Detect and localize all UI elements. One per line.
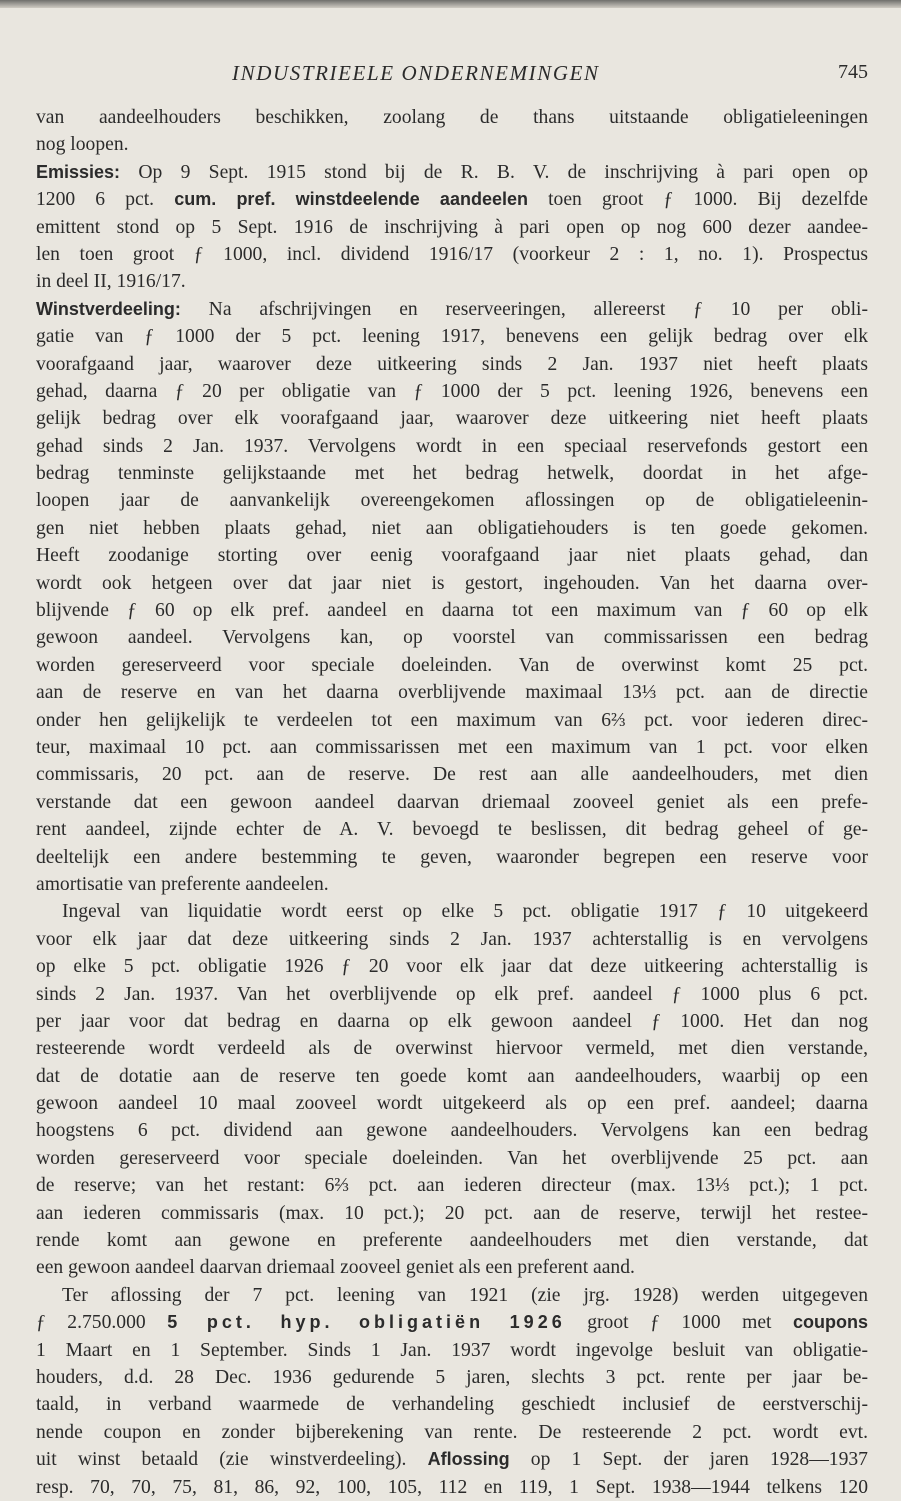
text-line [36,1035,868,1062]
bold-term: Aflossing [427,1449,510,1470]
text-line [36,1391,868,1418]
text-line [36,898,868,925]
line-text: emittent stond op 5 Sept. 1916 de inschrijving à pari open op nog 600 dezer aandee- [36,216,868,238]
text-line [36,1117,868,1144]
bold-spaced-term: 5 pct. hyp. obligatiën 1926 [167,1312,566,1333]
text-line [36,1227,868,1254]
text-line [36,1254,868,1281]
line-text: de reserve; van het restant: 6⅔ pct. aan iederen directeur (max. 13⅓ pct.); 1 pct. [36,1175,868,1197]
line-text: teur, maximaal 10 pct. aan commissarissen met een maximum van 1 pct. voor elken [36,736,868,758]
line-text: verstande dat een gewoon aandeel daarvan driemaal zooveel geniet als een prefe- [36,791,868,813]
running-title: INDUSTRIEELE ONDERNEMINGEN [232,61,600,85]
scan-edge [0,0,901,8]
line-text: hoogstens 6 pct. dividend aan gewone aandeelhouders. Vervolgens kan een bedrag [36,1120,868,1142]
line-text: nende coupon en zonder bijberekening van rente. De resteerende 2 pct. wordt evt. [36,1421,868,1443]
line-text: worden gereserveerd voor speciale doeleinden. Van de overwinst komt 25 pct. [36,654,868,676]
text-line [36,1309,868,1336]
line-text: in deel II, 1916/17. [36,271,186,293]
text-line [36,1145,868,1172]
line-text: nog loopen. [36,134,129,156]
text-line [36,405,868,432]
text-line [36,159,868,186]
line-text: ƒ 2.750.000 [36,1312,168,1334]
line-text: rende komt aan gewone en preferente aandeelhouders met dien verstande, dat [36,1230,868,1252]
text-line [36,378,868,405]
text-line [36,1337,868,1364]
line-text: Ter aflossing der 7 pct. leening van 1921 (zie jrg. 1928) werden uitgegeven [62,1284,868,1306]
text-line [36,652,868,679]
line-text: aan iederen commissaris (max. 10 pct.); 20 pct. aan de reserve, terwijl het restee- [36,1202,868,1224]
text-line [36,214,868,241]
line-text: van aandeelhouders beschikken, zoolang de thans uitstaande obligatieleeningen [36,107,868,128]
text-line [36,1008,868,1035]
line-text: Na afschrijvingen en reserveeringen, allereerst ƒ 10 per obli- [180,298,868,320]
line-text: len toen groot ƒ 1000, incl. dividend 1916/17 (voorkeur 2 : 1, no. 1). Prospectus [36,243,868,265]
line-text: worden gereserveerd voor speciale doeleinden. Van het overblijvende 25 pct. aan [36,1147,868,1169]
line-text: rent aandeel, zijnde echter de A. V. bevoegd te beslissen, dit bedrag geheel of ge- [36,819,868,841]
line-text: commissaris, 20 pct. aan de reserve. De rest aan alle aandeelhouders, met dien [36,764,868,786]
line-text: sinds 2 Jan. 1937. Van het overblijvende op elk pref. aandeel ƒ 1000 plus 6 pct. [36,983,868,1005]
line-text: dat de dotatie aan de reserve ten goede komt aan aandeelhouders, waarbij op een [36,1065,868,1087]
line-text: uit winst betaald (zie winstverdeeling). [36,1449,428,1471]
line-text: 1 Maart en 1 September. Sinds 1 Jan. 1937 wordt ingevolge besluit van obligatie- [36,1339,868,1361]
text-line [36,460,868,487]
text-line [36,816,868,843]
text-line [36,953,868,980]
line-text: resteerende wordt verdeeld als de overwinst hiervoor vermeld, met dien verstande, [36,1038,868,1060]
text-line [36,241,868,268]
text-line [36,1200,868,1227]
line-text: taald, in verband waarmede de verhandeling geschiedt inclusief de eerstverschij- [36,1394,868,1416]
text-line [36,487,868,514]
line-text: groot ƒ 1000 met [565,1312,794,1334]
line-text: voor elk jaar dat deze uitkeering sinds 2 Jan. 1937 achterstallig is en vervolgens [36,928,868,950]
text-line [36,131,868,158]
line-text: gewoon aandeel 10 maal zooveel wordt uitgekeerd als op een pref. aandeel; daarna [36,1093,868,1115]
text-line [36,296,868,323]
line-text: resp. 70, 70, 75, 81, 86, 92, 100, 105, 112 en 119, 1 Sept. 1938—1944 telkens 120 [36,1476,868,1498]
line-text: aan de reserve en van het daarna overblijvende maximaal 13⅓ pct. aan de directie [36,682,868,704]
line-text: blijvende ƒ 60 op elk pref. aandeel en daarna tot een maximum van ƒ 60 op elk [36,600,868,622]
text-line [36,679,868,706]
page-number: 745 [838,61,868,83]
text-line [36,926,868,953]
text-line [36,1446,868,1473]
line-text: gen niet hebben plaats gehad, niet aan obligatiehouders is ten goede gekomen. [36,517,868,539]
text-line [36,542,868,569]
text-line [36,1474,868,1501]
line-text: bedrag tenminste gelijkstaande met het bedrag hetwelk, doordat in het afge- [36,463,868,485]
line-text: gatie van ƒ 1000 der 5 pct. leening 1917, benevens een gelijk bedrag over elk [36,326,868,348]
bold-heading: Emissies: [36,161,121,182]
text-line [36,570,868,597]
text-line [36,707,868,734]
line-text: per jaar voor dat bedrag en daarna op elk gewoon aandeel ƒ 1000. Het dan nog [36,1010,868,1032]
line-text: houders, d.d. 28 Dec. 1936 gedurende 5 jaren, slechts 3 pct. rente per jaar be- [36,1366,868,1388]
line-text: amortisatie van preferente aandeelen. [36,873,329,895]
line-text: een gewoon aandeel daarvan driemaal zooveel geniet als een preferent aand. [36,1257,635,1279]
bold-term: coupons [793,1312,868,1333]
text-line [36,351,868,378]
bold-heading: Winstverdeeling: [36,298,181,319]
body-text [36,104,868,1501]
line-text: gewoon aandeel. Vervolgens kan, op voorstel van commissarissen een bedrag [36,627,868,649]
text-line [36,433,868,460]
text-line [36,844,868,871]
line-text: toen groot ƒ 1000. Bij dezelfde [527,189,868,211]
text-line [36,789,868,816]
text-line [36,734,868,761]
text-line [36,515,868,542]
line-text: voorafgaand jaar, waarover deze uitkeering sinds 2 Jan. 1937 niet heeft plaats [36,353,868,375]
text-line [36,1419,868,1446]
line-text: op elke 5 pct. obligatie 1926 ƒ 20 voor elk jaar dat deze uitkeering achterstallig is [36,956,868,978]
line-text: Op 9 Sept. 1915 stond bij de R. B. V. de inschrijving à pari open op [120,161,868,183]
bold-term: cum. pref. winstdeelende aandeelen [174,189,528,210]
text-line [36,268,868,295]
text-line [36,624,868,651]
line-text: op 1 Sept. der jaren 1928—1937 [509,1449,868,1471]
text-line [36,597,868,624]
line-text: Ingeval van liquidatie wordt eerst op elke 5 pct. obligatie 1917 ƒ 10 uitgekeerd [62,901,868,923]
text-line [36,1063,868,1090]
text-line [36,1364,868,1391]
text-line [36,761,868,788]
line-text: deeltelijk een andere bestemming te geven, waaronder begrepen een reserve voor [36,846,868,868]
text-line [36,1090,868,1117]
text-line [36,323,868,350]
line-text: onder hen gelijkelijk te verdeelen tot een maximum van 6⅔ pct. voor iederen direc- [36,709,868,731]
text-line [36,186,868,213]
text-line [36,1282,868,1309]
text-line [36,104,868,131]
text-line [36,981,868,1008]
line-text: Heeft zoodanige storting over eenig voorafgaand jaar niet plaats gehad, dan [36,545,868,567]
line-text: gehad, daarna ƒ 20 per obligatie van ƒ 1000 der 5 pct. leening 1926, benevens een [36,380,868,402]
line-text: 1200 6 pct. [36,189,175,211]
line-text: gehad sinds 2 Jan. 1937. Vervolgens wordt in een speciaal reservefonds gestort een [36,435,868,457]
text-line [36,871,868,898]
line-text: loopen jaar de aanvankelijk overeengekomen aflossingen op de obligatieleenin- [36,490,868,512]
page-header [36,61,868,89]
line-text: gelijk bedrag over elk voorafgaand jaar, waarover deze uitkeering niet heeft plaats [36,408,868,430]
line-text: wordt ook hetgeen over dat jaar niet is gestort, ingehouden. Van het daarna over- [36,572,868,594]
text-line [36,1172,868,1199]
